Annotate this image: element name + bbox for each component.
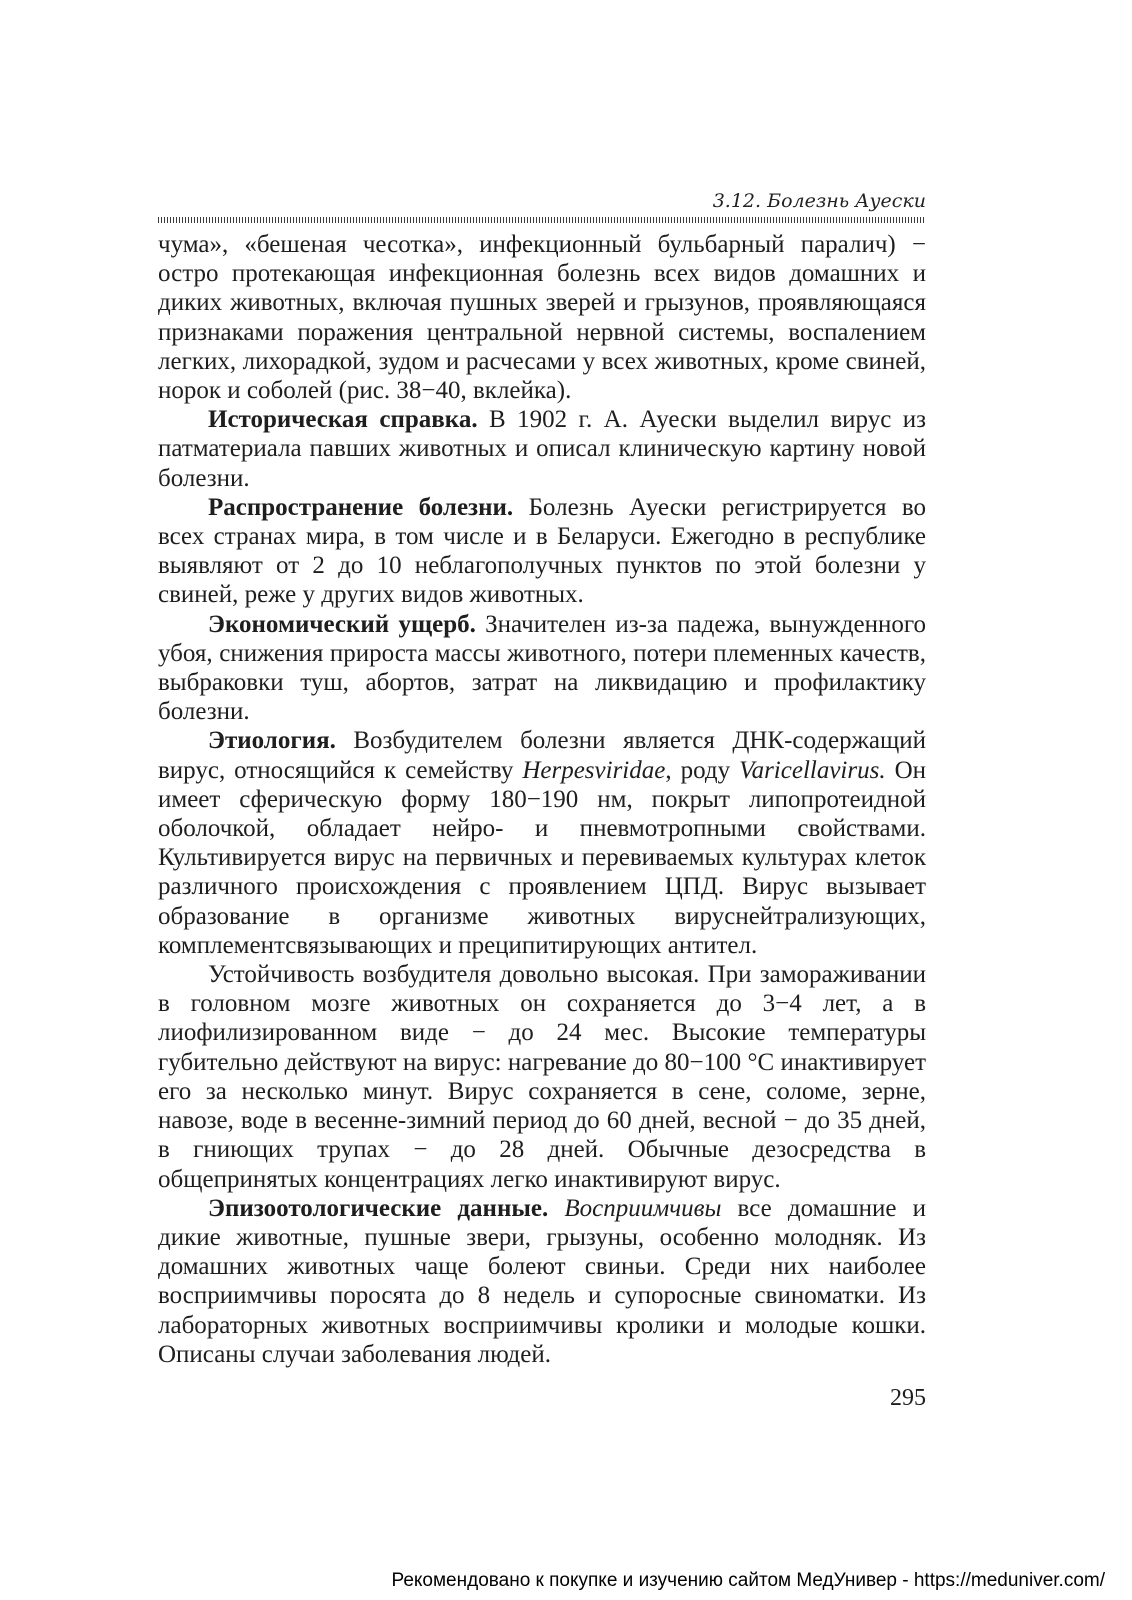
etiology-heading: Этиология. bbox=[208, 727, 336, 755]
paragraph-history bbox=[158, 405, 926, 493]
etiology-text-3: Он имеет сферическую форму 180−190 нм, покрыт липопротеидной оболочкой, обладает нейро- и пневмотропными свойствами. Культивируется вирус на первичных и перевиваемых культурах клеток различного происхождения с проявлением ЦПД. Вирус вызывает образование в организме животных вируснейтрализующих, комплементсвязывающих и преципитирующих антител. bbox=[158, 756, 927, 959]
running-header: 3.12. Болезнь Ауески bbox=[712, 190, 926, 212]
etiology-text-2: , роду bbox=[665, 756, 740, 784]
history-heading: Историческая справка. bbox=[208, 406, 478, 434]
etiology-text-1: Возбудителем болезни является ДНК-содержащий вирус, относящийся к семейству bbox=[158, 727, 926, 784]
spread-heading: Распространение болезни. bbox=[208, 493, 514, 521]
page-number: 295 bbox=[890, 1385, 926, 1411]
epizootology-text: все домашние и дикие животные, пушные звери, грызуны, особенно молодняк. Из домашних животных чаще болеют свиньи. Среди них наиболее восприимчивы поросята до 8 недель и супоросные свиноматки. Из лабораторных животных восприимчивы кролики и молодые кошки. Описаны случаи заболевания людей. bbox=[158, 1194, 926, 1368]
paragraph-epizootology bbox=[158, 1194, 926, 1369]
paragraph-resistance: Устойчивость возбудителя довольно высокая. При замораживании в головном мозге животных он сохраняется до 3−4 лет, а в лиофилизированном виде − до 24 мес. Высокие температуры губительно действуют на вирус: нагревание до 80−100 °С инактивирует его за несколько минут. Вирус сохраняется в сене, соломе, зерне, навозе, воде в весенне-зимний период до 60 дней, весной − до 35 дней, в гниющих трупах − до 28 дней. Обычные дезосредства в общепринятых концентрациях легко инактивируют вирус. bbox=[158, 961, 926, 1193]
paragraph-etiology bbox=[158, 726, 926, 960]
paragraph-damage bbox=[158, 610, 926, 727]
damage-text: Значителен из-за падежа, вынужденного убоя, снижения прироста массы животного, потери племенных качеств, выбраковки туш, абортов, затрат на ликвидацию и профилактику болезни. bbox=[158, 610, 926, 726]
etiology-family: Herpesviridae bbox=[522, 756, 666, 784]
paragraph-spread bbox=[158, 493, 926, 610]
body-text bbox=[158, 230, 926, 1369]
damage-heading: Экономический ущерб. bbox=[208, 610, 476, 638]
footer-note: Рекомендовано к покупке и изучению сайтом МедУнивер - https://meduniver.com/ bbox=[391, 1570, 1105, 1591]
epizootology-term: Восприимчивы bbox=[548, 1194, 722, 1222]
header-rule bbox=[158, 217, 926, 223]
spread-text: Болезнь Ауески регистрируется во всех странах мира, в том числе и в Беларуси. Ежегодно в республике выявляют от 2 до 10 неблагополучных пунктов по этой болезни у свиней, реже у других видов животных. bbox=[158, 493, 927, 609]
etiology-genus: Varicellavirus. bbox=[739, 756, 886, 784]
epizootology-heading: Эпизоотологические данные. bbox=[208, 1194, 549, 1222]
paragraph-intro: чума», «бешеная чесотка», инфекционный бульбарный паралич) − остро протекающая инфекционная болезнь всех видов домашних и диких животных, включая пушных зверей и грызунов, проявляющаяся признаками поражения центральной нервной системы, воспалением легких, лихорадкой, зудом и расчесами у всех животных, кроме свиней, норок и соболей (рис. 38−40, вклейка). bbox=[158, 231, 926, 405]
history-text: В 1902 г. А. Ауески выделил вирус из патматериала павших животных и описал клиническую картину новой болезни. bbox=[158, 406, 926, 492]
